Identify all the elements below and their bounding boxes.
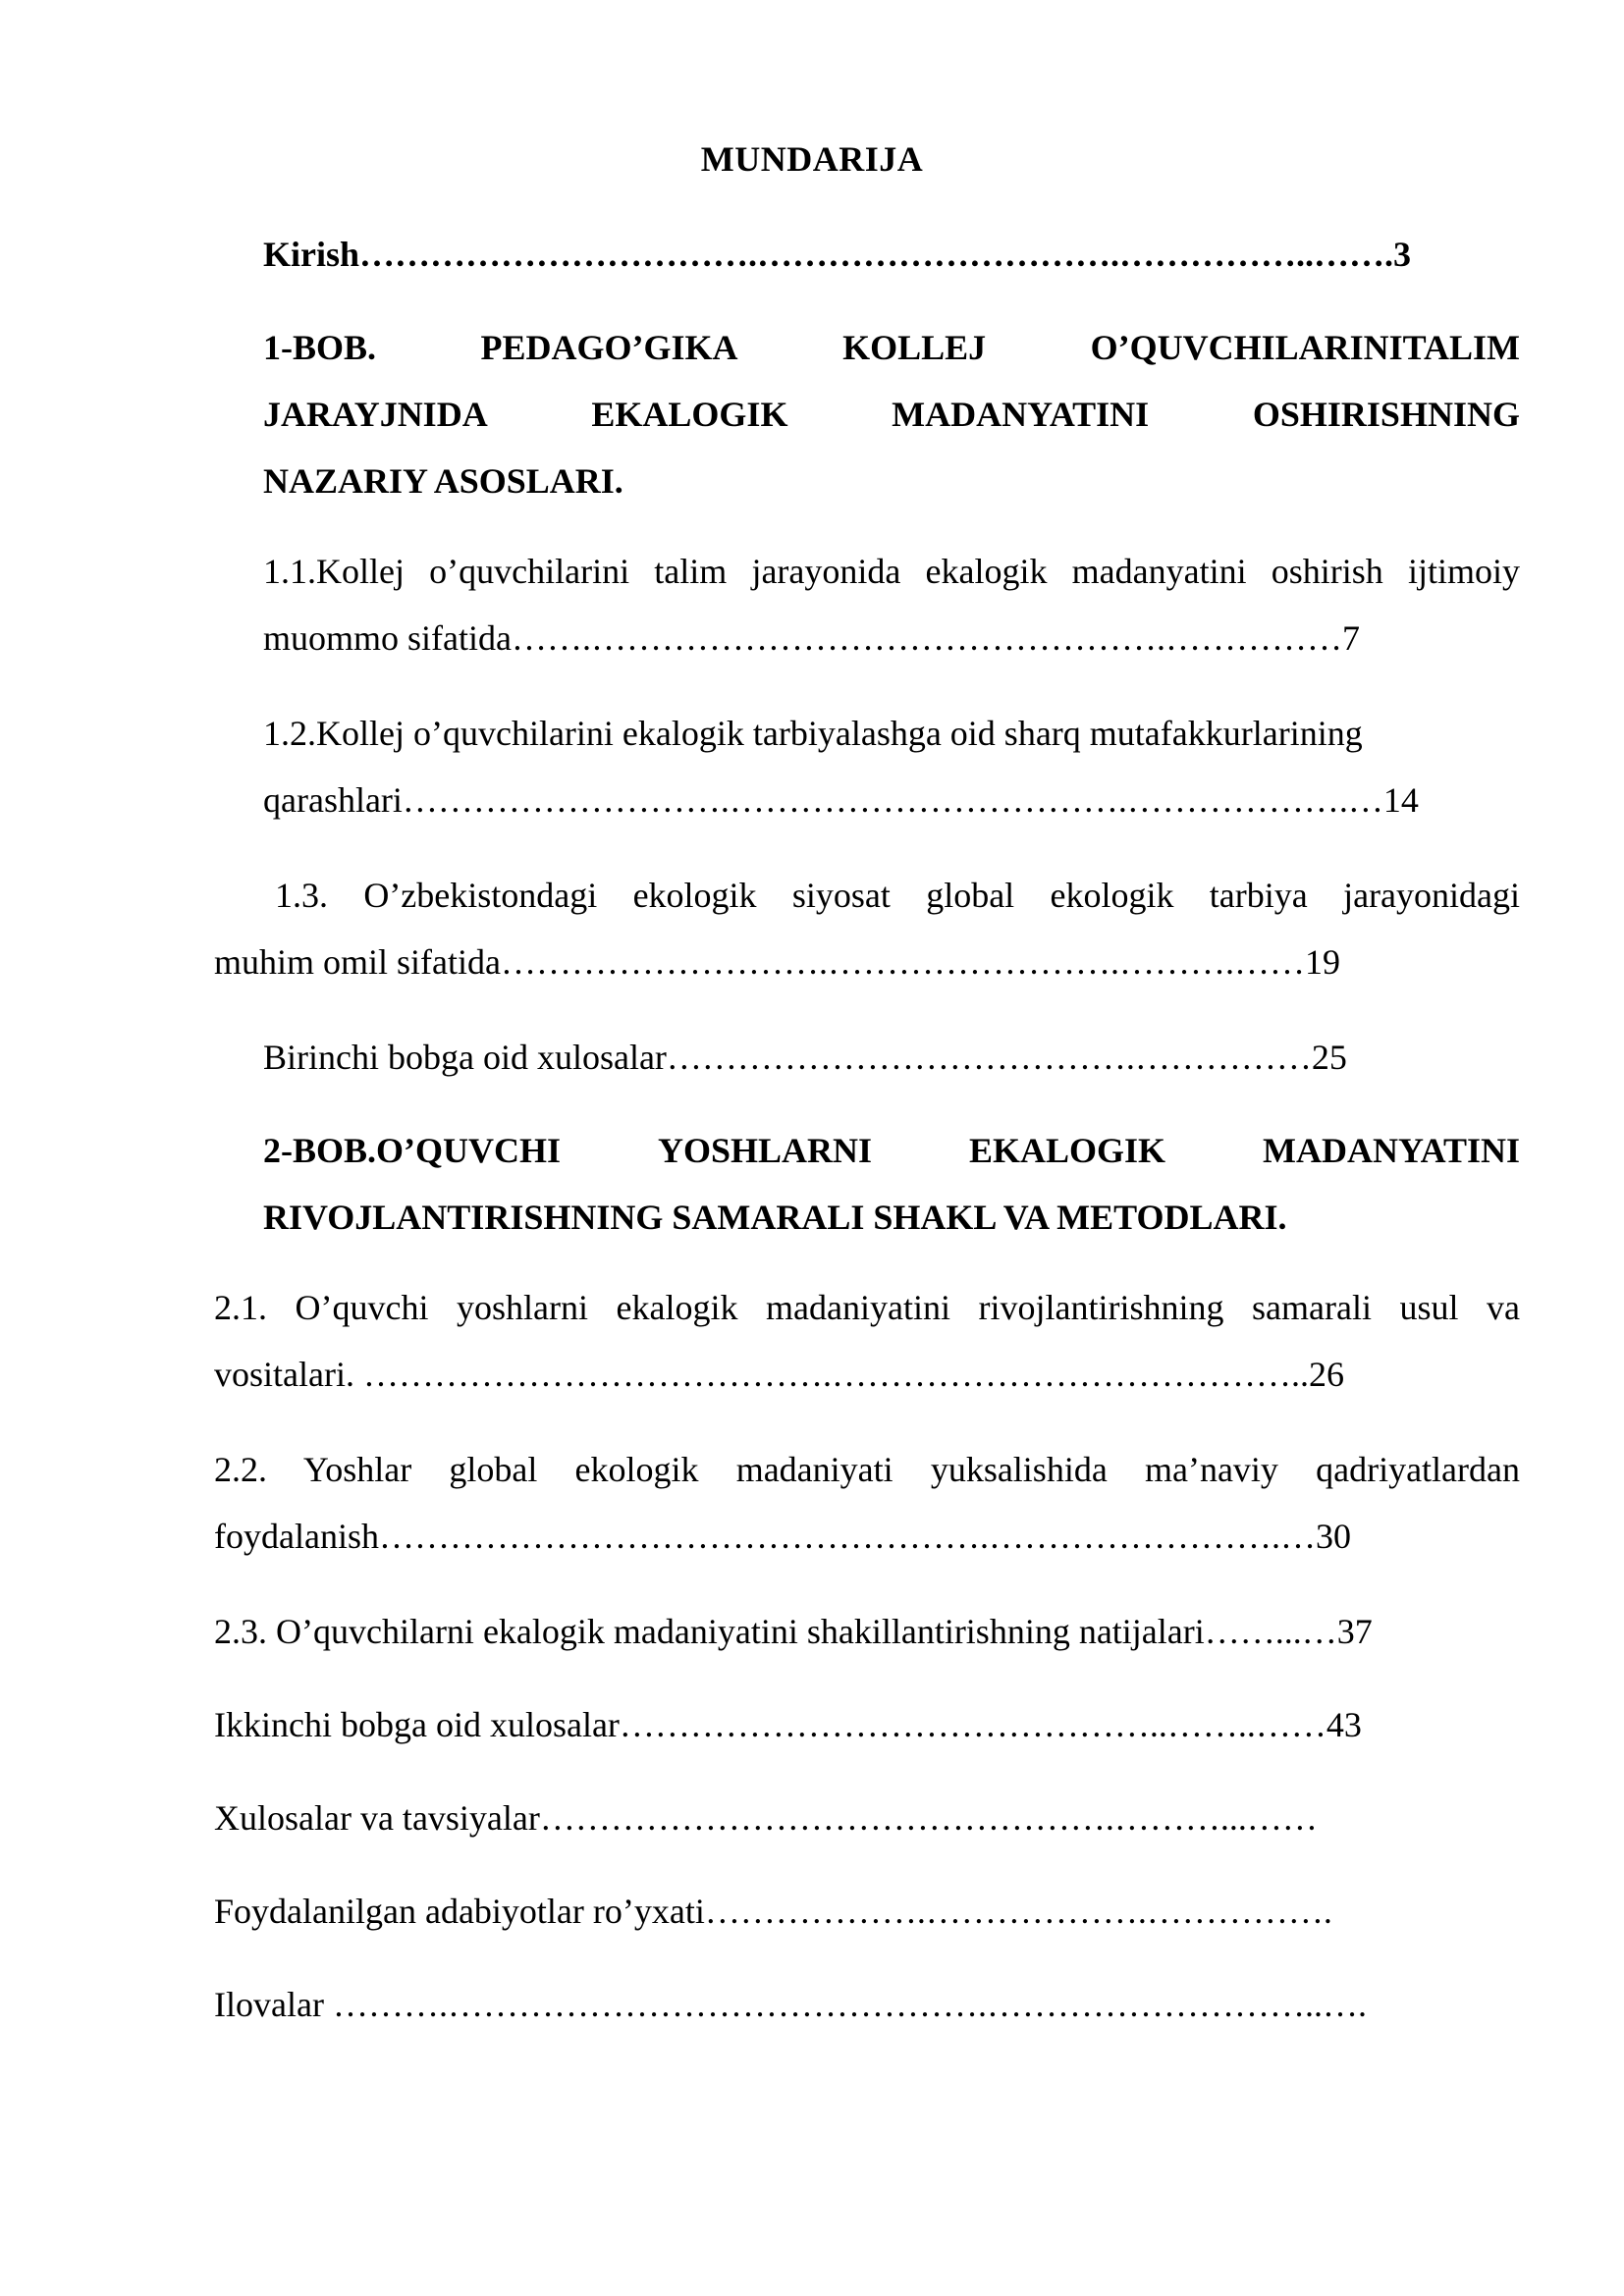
toc-entry-kirish: Kirish…………………………….………………………….……………..…….3 <box>263 235 1412 274</box>
heading-word: O’QUVCHILARINITALIM <box>1090 328 1520 367</box>
heading-word: 2-BOB.O’QUVCHI <box>263 1131 562 1170</box>
toc-entry-1-1-line-1: 1.1.Kollej o’quvchilarini talim jarayonida ekalogik madanyatini oshirish ijtimoiy <box>263 552 1520 591</box>
toc-entry-1-2-line-2: qarashlari……………………….…………………………….……………….…14 <box>263 780 1419 820</box>
toc-entry-references: Foydalanilgan adabiyotlar ro’yxati……………….……………….……………. <box>214 1892 1332 1931</box>
toc-entry-appendices: Ilovalar ……….……………………………………….………………………..…. <box>214 1985 1367 2024</box>
chapter-2-heading-line-2: RIVOJLANTIRISHNING SAMARALI SHAKL VA METODLARI. <box>263 1198 1287 1237</box>
chapter-2-heading-line-1 <box>263 1117 1520 1184</box>
heading-word: KOLLEJ <box>842 328 987 367</box>
toc-title: MUNDARIJA <box>700 139 924 179</box>
heading-word: EKALOGIK <box>591 395 788 434</box>
heading-word: YOSHLARNI <box>657 1131 873 1170</box>
toc-entry-chapter-1-conclusions: Birinchi bobga oid xulosalar………………………………….……………25 <box>263 1038 1347 1077</box>
heading-word: MADANYATINI <box>892 395 1150 434</box>
heading-word: EKALOGIK <box>968 1131 1166 1170</box>
toc-entry-1-3-line-1: 1.3. O’zbekistondagi ekologik siyosat global ekologik tarbiya jarayonidagi <box>275 876 1520 915</box>
heading-word: PEDAGO’GIKA <box>480 328 738 367</box>
toc-entry-1-3-line-2: muhim omil sifatida……………………….…………………….……….……19 <box>214 942 1340 982</box>
heading-word: 1-BOB. <box>263 328 377 367</box>
heading-word: OSHIRISHNING <box>1252 395 1520 434</box>
toc-entry-2-1-line-1: 2.1. O’quvchi yoshlarni ekalogik madaniyatini rivojlantirishning samarali usul va <box>214 1288 1520 1327</box>
toc-entry-chapter-2-conclusions: Ikkinchi bobga oid xulosalar………………………………………..……..……43 <box>214 1705 1362 1744</box>
chapter-1-heading-line-2 <box>263 381 1520 448</box>
toc-entry-1-1-line-2: muommo sifatida…….………………………………………….……………7 <box>263 618 1360 658</box>
heading-word: MADANYATINI <box>1262 1131 1520 1170</box>
toc-entry-conclusions-recommendations: Xulosalar va tavsiyalar………………………………………….………...…… <box>214 1798 1318 1838</box>
chapter-1-heading-line-3: NAZARIY ASOSLARI. <box>263 461 623 501</box>
toc-entry-2-3: 2.3. O’quvchilarni ekalogik madaniyatini shakillantirishning natijalari……...…37 <box>214 1612 1373 1651</box>
chapter-1-heading-line-1 <box>263 314 1520 381</box>
toc-entry-1-2-line-1: 1.2.Kollej o’quvchilarini ekalogik tarbiyalashga oid sharq mutafakkurlarining <box>263 714 1363 753</box>
heading-word: JARAYJNIDA <box>263 395 488 434</box>
toc-entry-2-2-line-1: 2.2. Yoshlar global ekologik madaniyati yuksalishida ma’naviy qadriyatlardan <box>214 1450 1520 1489</box>
toc-entry-2-1-line-2: vositalari. ………………………………….…………………………………..26 <box>214 1355 1344 1394</box>
toc-entry-2-2-line-2: foydalanish…………………………………………….…………………….…30 <box>214 1517 1351 1556</box>
